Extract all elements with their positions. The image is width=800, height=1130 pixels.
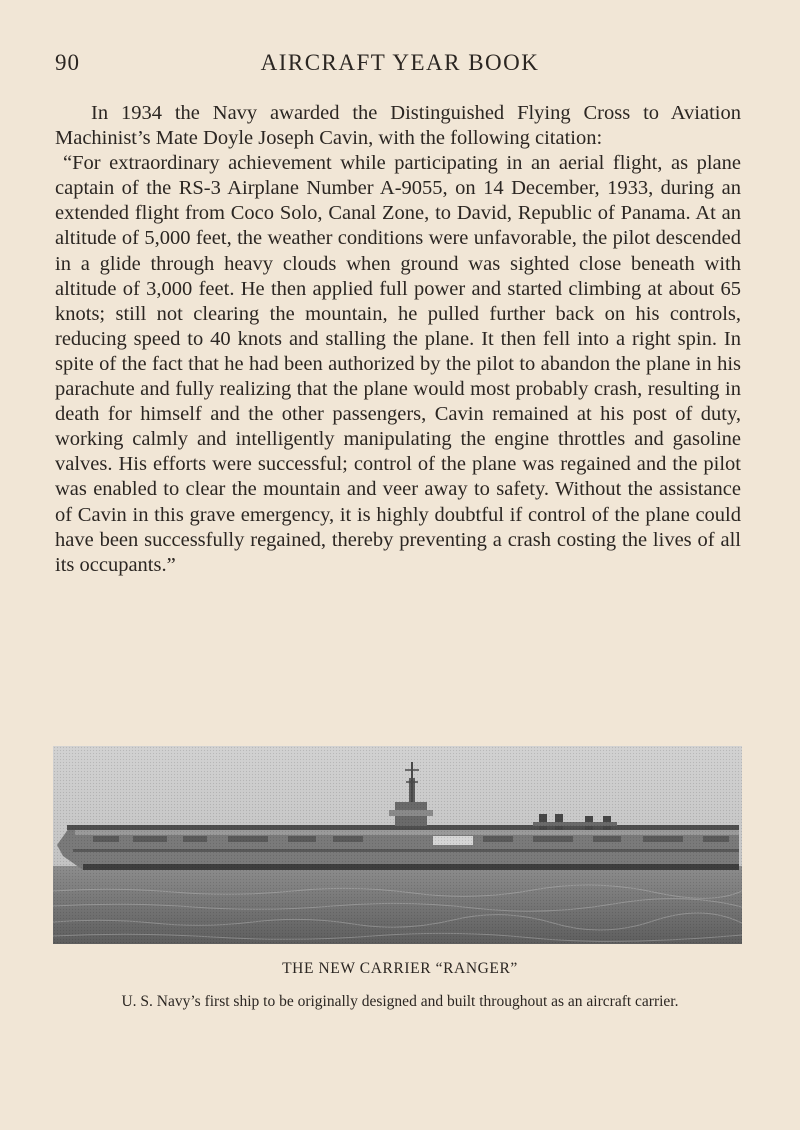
paragraph-intro: In 1934 the Navy awarded the Distinguished Flying Cross to Aviation Machinist’s Mate Doyle Joseph Cavin, with the following citation: [55, 102, 741, 150]
page-number: 90 [55, 50, 80, 75]
paragraph-citation: “For extraordinary achievement while participating in an aerial flight, as plane captain of the RS-3 Airplane Number A-9055, on 14 December, 1933, during an extended flight from Coco Solo, Canal Zone, to David, Republic of Panama. At an altitude of 5,000 feet, the weather conditions were unfavorable, the pilot descended in a glide through heavy clouds when ground was sighted close beneath with altitude of 3,000 feet. He then applied full power and started climbing at about 65 knots; still not clearing the mountain, he pulled further back on his controls, reducing speed to 40 knots and stalling the plane. It then fell into a right spin. In spite of the fact that he had been authorized by the pilot to abandon the plane in his parachute and fully realizing that the plane would most probably crash, resulting in death for himself and the other passengers, Cavin remained at his post of duty, working calmly and intelligently manipulating the engine throttles and gasoline valves. His efforts were successful; control of the plane was regained and the pilot was enabled to clear the mountain and veer away to safety. Without the assistance of Cavin in this grave emergency, it is highly doubtful if control of the plane could have been successfully regained, thereby preventing a crash costing the lives of all its occupants.” [55, 152, 741, 576]
carrier-ranger-photo [53, 746, 742, 944]
figure-title: THE NEW CARRIER “RANGER” [282, 960, 518, 977]
page-header [55, 50, 745, 82]
body-text [55, 101, 741, 578]
running-head: AIRCRAFT YEAR BOOK [260, 50, 540, 75]
figure-caption: U. S. Navy’s first ship to be originally designed and built throughout as an aircraft carrier. [121, 993, 679, 1010]
